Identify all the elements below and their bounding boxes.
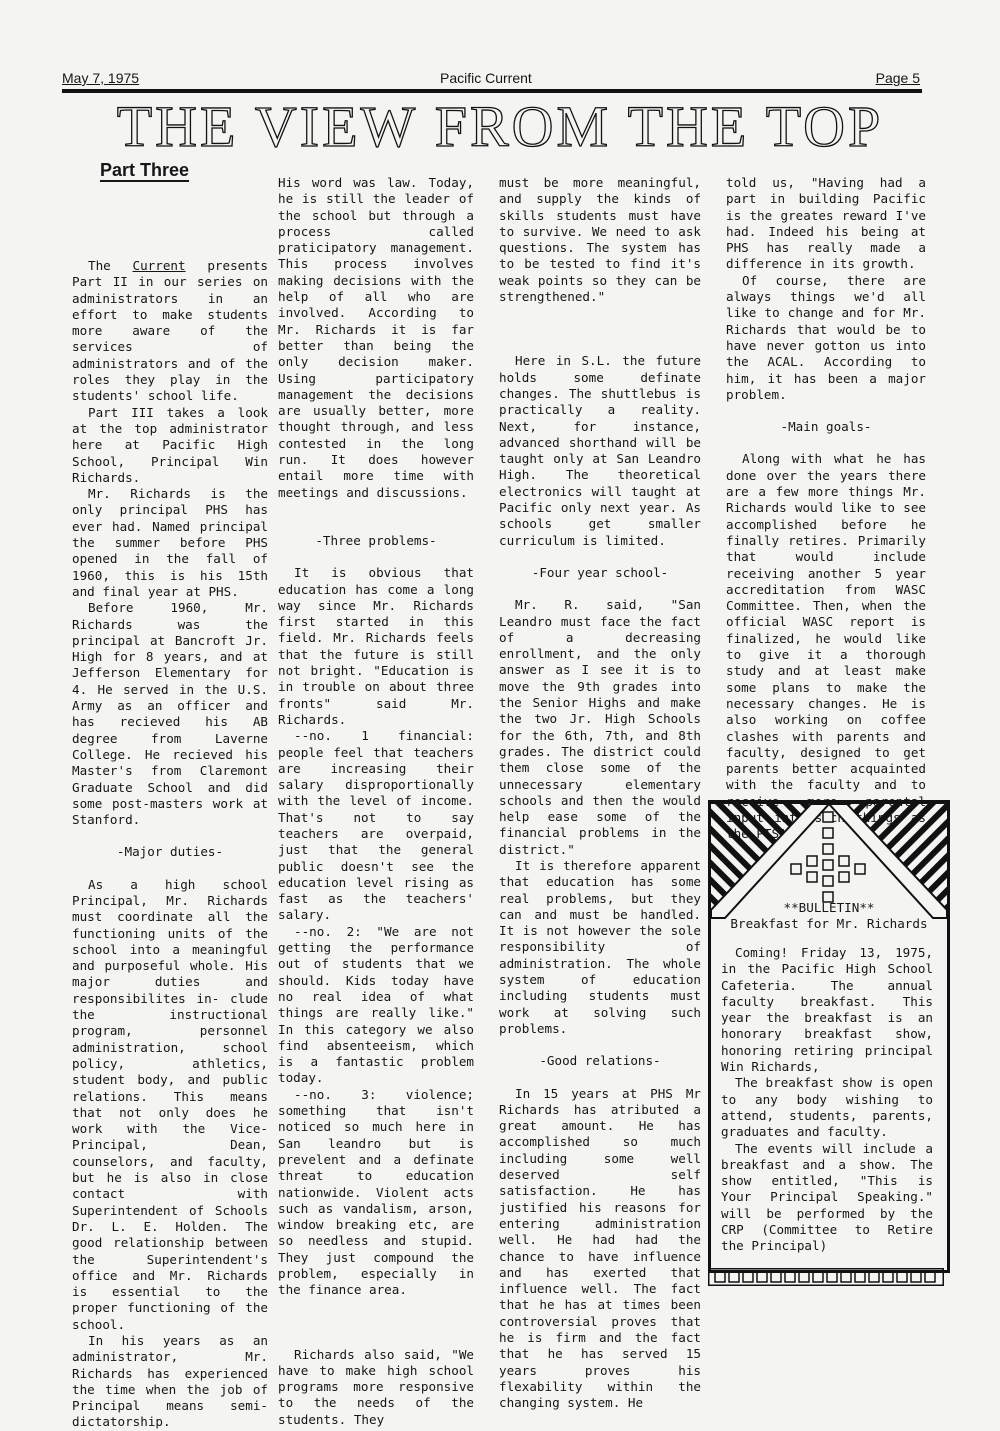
paragraph: The events will include a breakfast and a show. The show entitled, "This is Your Principal Speaking." will be performed by the CRP (Committee to Retire the Principal) — [721, 1140, 933, 1254]
page-number: Page 5 — [875, 70, 920, 86]
bulletin-label: **BULLETIN** — [783, 900, 875, 915]
paragraph: Before 1960, Mr. Richards was the principal at Bancroft Jr. High for 8 years, and at Jefferson Elementary for 4. He served in the U.S. Army as an officer and has recieved his AB degree from Laverne College. He recieved his Master's from Claremont Graduate School and did some post-masters work at Stanford. — [72, 600, 268, 828]
bulletin-heading — [711, 900, 947, 932]
paragraph: Along with what he has done over the years there are a few more things Mr. Richards would like to see accomplished before he finally retires. Primarily that would include receiving another 5 year accreditation from WASC Committee. Then, when the official WASC report is finalized, he would like to give it a thorough study and at least make some plans to make the necessary changes. He is also working on coffee clashes with parents and faculty, designed to get parents better acquainted with the faculty and to — [726, 451, 926, 793]
subhead-major-duties: -Major duties- — [116, 844, 224, 860]
paragraph: Mr. Richards is the only principal PHS has ever had. Named principal the summer before PHS opened in the fall of 1960, this is his 15th and final year at PHS. — [72, 486, 268, 599]
paragraph: Part III takes a look at the top administrator here at Pacific High School, Principal Win Richards. — [72, 404, 268, 485]
subhead-good-relations: -Good relations- — [539, 1053, 661, 1069]
column-2 — [278, 175, 474, 1428]
paragraph: Here in S.L. the future holds some definate changes. The shuttlebus is practically a reality. Next, for instance, advanced shorthand will be taught only at San Leandro High. The theoretical electronics will taught at Pacific only next year. As schools get smaller curriculum is limited. — [499, 353, 701, 548]
column-4 — [726, 175, 926, 843]
paragraph: Of course, there are always things we'd all like to change and for Mr. Richards that would be to have never gotton us into the ACAL. According to him, it has been a major problem. — [726, 272, 926, 402]
paragraph: It is obvious that education has come a long way since Mr. Richards first started in this field. Mr. Richards feels that the future is still not bright. "Education is in trouble on about three fronts" said Mr. Richards. — [278, 565, 474, 727]
paragraph: It is therefore apparent that education has some real problems, but they can and must be handled. It is not however the sole responsibility of administration. The whole system of education including students must work at solving such problems. — [499, 857, 701, 1036]
paragraph: must be more meaningful, and supply the kinds of skills students must have to survive. We need to ask questions. The system has to be tested to find it's weak points so they can be strengthened." — [499, 175, 701, 305]
newspaper-name: Pacific Current — [440, 70, 532, 86]
subhead-main-goals: -Main goals- — [780, 419, 872, 435]
page-header — [62, 68, 920, 90]
bulletin-body — [721, 945, 933, 1255]
part-label: Part Three — [100, 160, 190, 180]
paragraph: As a high school Principal, Mr. Richards must coordinate all the functioning units of the school into a meaningful and purposeful whole. His major duties and responsibilites in- clude the instructional program, personnel administration, school policy, athletics, student body, and public relations. This means that not only does he work with the Vice-Principal, Dean, counselors, and faculty, but he is also in close contact with Superintendent of Schools Dr. L. E. Holden. The good relationship between the Superintendent's office and Mr. Richards is essential to the proper functioning of the school. — [72, 876, 268, 1332]
issue-date: May 7, 1975 — [62, 70, 140, 86]
paragraph: Richards also said, "We have to make high school programs more responsive to the needs of the students. They — [278, 1346, 474, 1427]
paragraph: In 15 years at PHS Mr Richards has atributed a great amount. He has accomplished so much including some well deserved self satisfaction. He has justified his reasons for entering administration well. He had had the chance to have influence and has exerted that influence well. The fact that he has at times been controversial proves that he is firm and the fact that he has served 15 years proves his flexability within the changing system. He — [499, 1085, 701, 1411]
current-link: Current — [132, 258, 186, 273]
paragraph: --no. 1 financial: people feel that teachers are increasing their salary disproportionally with the level of income. That's not to say teachers are overpaid, just that the general public doesn't see the education level rising as fast as the teachers' salary. — [278, 728, 474, 923]
bulletin-headline: Breakfast for Mr. Richards — [730, 916, 928, 931]
bulletin-box — [708, 800, 950, 1273]
bulletin-footer-strip — [708, 1268, 944, 1286]
paragraph: told us, "Having had a part in building Pacific is the greates reward I've had. Indeed his being at PHS has really made a difference in its growth. — [726, 175, 926, 272]
subhead-three-problems: -Three problems- — [315, 532, 437, 548]
paragraph: Mr. R. said, "San Leandro must face the fact of a decreasing enrollment, and the only answer as I see it is to move the 9th grades into the Senior Highs and make the two Jr. High Schools for the 6th, 7th, and 8th grades. The district could them close some of the unnecessary elementary schools and then the would help ease some of the financial problems in the district." — [499, 597, 701, 857]
paragraph: His word was law. Today, he is still the leader of the school but through a process called praticipatory management. This process involves making decisions with the help of all who are involved. According to Mr. Richards it is far better than being the only decision maker. Using participatory management the decisions are usually better, more thought through, and less contested in the long run. It does however entail more time with meetings and discussions. — [278, 175, 474, 500]
column-1 — [72, 258, 268, 1431]
column-3 — [499, 175, 701, 1411]
paragraph: In his years as an administrator, Mr. Richards has experienced the time when the job of Principal means semi-dictatorship. — [72, 1333, 268, 1430]
paragraph: The Current presents Part II in our series on administrators in an effort to make students more aware of the services of administrators and of the roles they play in the students' school life. — [72, 258, 268, 404]
paragraph: --no. 2: "We are not getting the performance out of students that we should. Kids today have no real idea of what things are really like." In this category we also find absenteeism, which is a fantastic problem today. — [278, 923, 474, 1086]
article-title: THE VIEW FROM THE TOP — [116, 94, 884, 159]
subhead-four-year-school: -Four year school- — [531, 564, 669, 580]
paragraph: --no. 3: violence; something that isn't noticed so much here in San leandro but is prevelent and a definate threat to education nationwide. Violent acts such as vandalism, arson, window breaking etc, are so needless and stupid. They just compound the problem, especially in the finance area. — [278, 1086, 474, 1298]
paragraph: The breakfast show is open to any body wishing to attend, students, parents, graduates and faculty. — [721, 1075, 933, 1140]
paragraph: Coming! Friday 13, 1975, in the Pacific High School Cafeteria. The annual faculty breakfast. This year the breakfast is an honorary breakfast show, honoring retiring principal Win Richards, — [721, 945, 933, 1075]
header-rule — [62, 89, 922, 93]
